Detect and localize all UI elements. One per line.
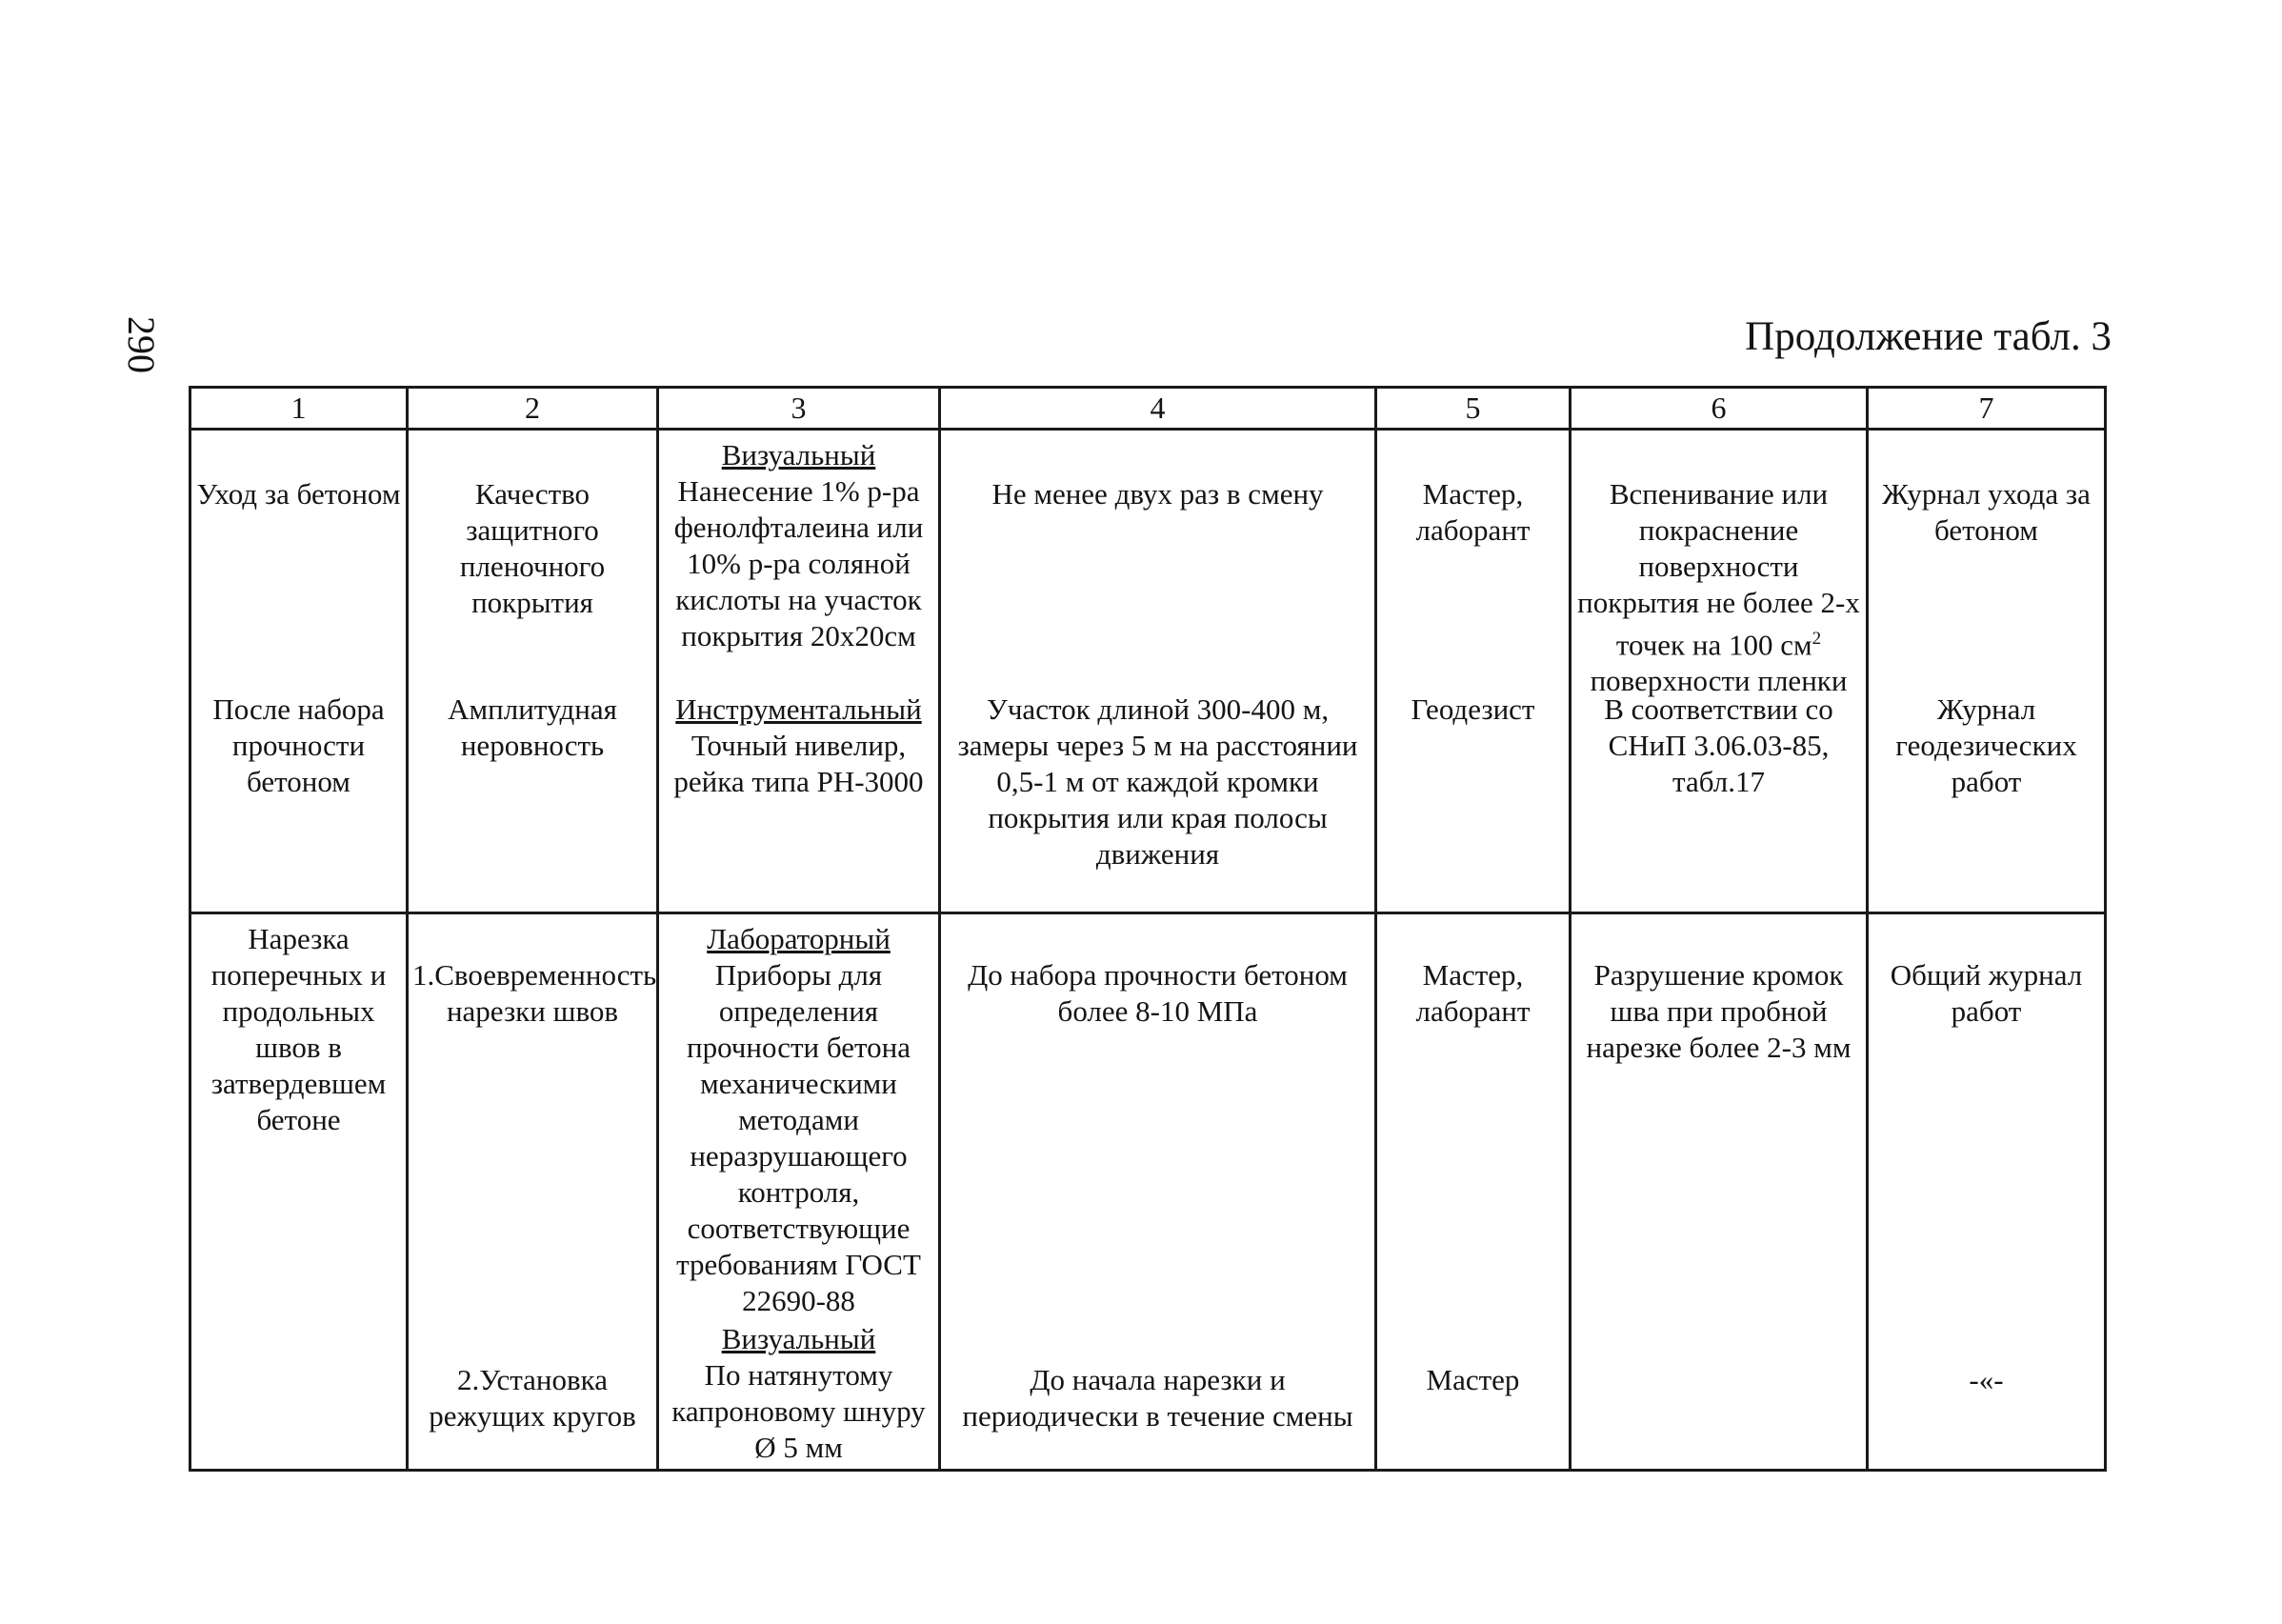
method-text: Приборы для определения прочности бетона механическими методами неразрушающего контроля, соответствующие требованиям ГОСТ 22690-88: [676, 958, 921, 1317]
cell-text: Нарезка поперечных и продольных швов в затвердевшем бетоне: [210, 922, 387, 1136]
cell-text: Журнал геодезических работ: [1895, 692, 2077, 798]
cell-scope: [940, 913, 1376, 1471]
cell-text: До набора прочности бетоном более 8-10 МПа: [968, 958, 1348, 1028]
cell-text: Амплитудная неровность: [448, 692, 617, 762]
cell-text: В соответствии со СНиП 3.06.03-85, табл.17: [1604, 692, 1833, 798]
cell-text: Вспенивание или покраснение поверхности покрытия не более 2-х точек на 100 $см^2$ поверхности пленки: [1577, 477, 1860, 698]
cell-operation: [190, 913, 408, 1471]
cell-criteria: [1571, 430, 1868, 913]
cell-text: 1.Своевременность нарезки швов: [412, 958, 657, 1028]
cell-operation: [190, 430, 408, 913]
cell-text: -«-: [1969, 1363, 2004, 1396]
cell-text: Качество защитного пленочного покрытия: [459, 477, 606, 619]
cell-text: Мастер: [1426, 1363, 1520, 1396]
header-cell: 2: [408, 388, 658, 430]
cell-text: Геодезист: [1411, 692, 1535, 726]
method-label: Визуальный: [721, 438, 876, 471]
cell-text: Уход за бетоном: [196, 477, 401, 511]
cell-method: [658, 430, 940, 913]
table-caption: Продолжение табл. 3: [1745, 314, 2112, 359]
page-number: [120, 316, 162, 392]
method-label: Инструментальный: [675, 692, 922, 726]
cell-record: [1868, 430, 2106, 913]
method-label: Визуальный: [721, 1322, 876, 1355]
cell-responsible: [1376, 430, 1571, 913]
method-text: По натянутому капроновому шнуру Ø 5 мм: [671, 1358, 926, 1464]
cell-text: Мастер, лаборант: [1415, 477, 1531, 547]
method-label: Лабораторный: [707, 922, 891, 955]
cell-text: Не менее двух раз в смену: [991, 477, 1324, 511]
cell-text: 2.Установка режущих кругов: [429, 1363, 636, 1433]
cell-text: Мастер, лаборант: [1415, 958, 1531, 1028]
cell-text: Общий журнал работ: [1890, 958, 2083, 1028]
cell-text: Разрушение кромок шва при пробной нарезке более 2-3 мм: [1586, 958, 1852, 1064]
cell-text: Журнал ухода за бетоном: [1882, 477, 2091, 547]
cell-scope: [940, 430, 1376, 913]
cell-text: До начала нарезки и периодически в течение смены: [962, 1363, 1353, 1433]
header-cell: 1: [190, 388, 408, 430]
header-row: [190, 388, 2106, 430]
control-table: [189, 386, 2107, 1472]
page-number-text: 290: [120, 316, 163, 373]
cell-responsible: [1376, 913, 1571, 1471]
cell-text: После набора прочности бетоном: [212, 692, 385, 798]
method-text: Нанесение 1% р-ра фенолфталеина или 10% р-ра соляной кислоты на участок покрытия 20х20см: [673, 474, 924, 652]
method-text: Точный нивелир, рейка типа РН-3000: [673, 729, 924, 798]
cell-criteria: [1571, 913, 1868, 1471]
cell-text: Участок длиной 300-400 м, замеры через 5 м на расстоянии 0,5-1 м от каждой кромки покрытия или края полосы движения: [957, 692, 1358, 871]
header-cell: 4: [940, 388, 1376, 430]
cell-method: [658, 913, 940, 1471]
cell-record: [1868, 913, 2106, 1471]
header-cell: 6: [1571, 388, 1868, 430]
header-cell: 3: [658, 388, 940, 430]
cell-parameter: [408, 430, 658, 913]
table-row: [190, 913, 2106, 1471]
cell-parameter: [408, 913, 658, 1471]
header-cell: 7: [1868, 388, 2106, 430]
header-cell: 5: [1376, 388, 1571, 430]
table-row: [190, 430, 2106, 913]
